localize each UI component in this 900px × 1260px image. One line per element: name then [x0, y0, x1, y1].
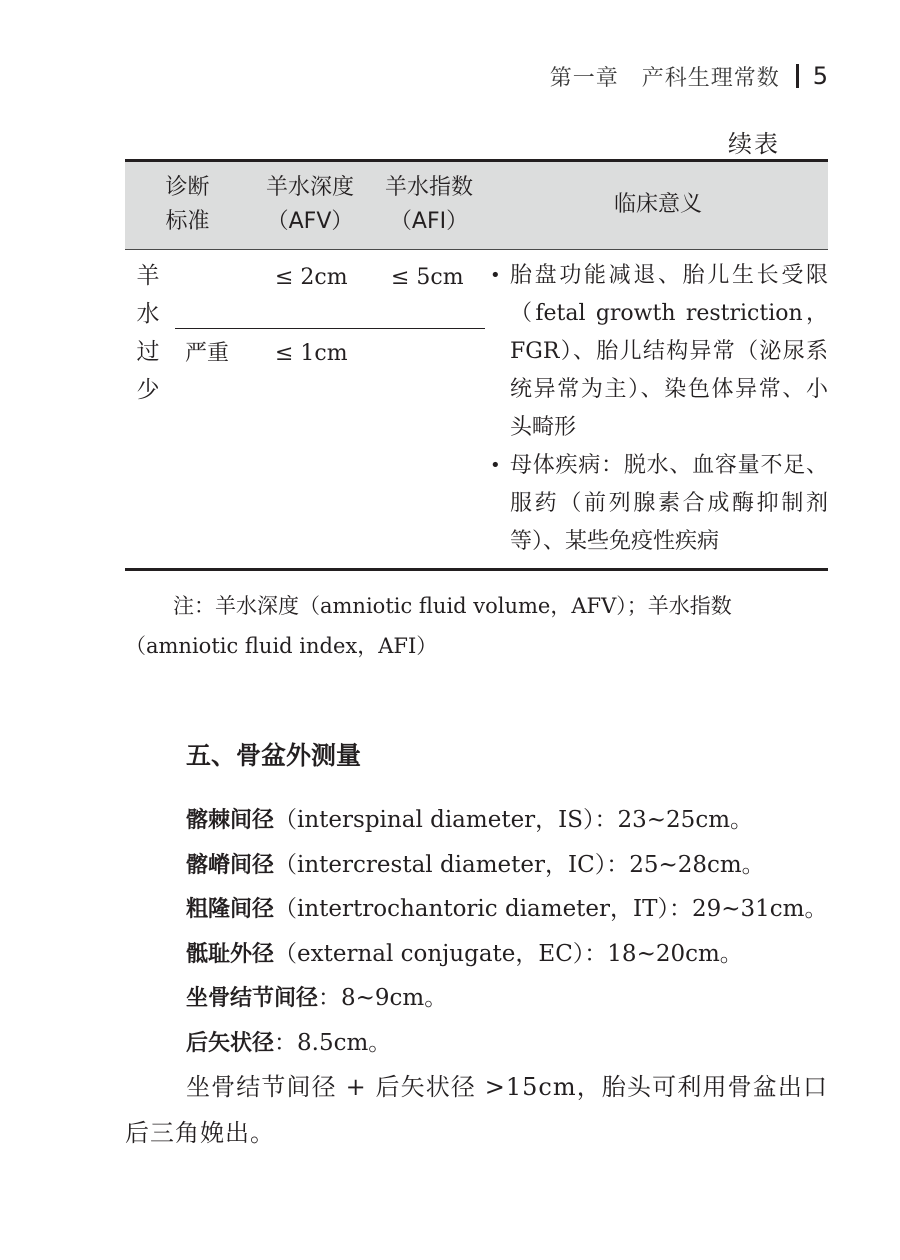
page-number: 5: [812, 62, 828, 90]
measurement-term: 粗隆间径: [186, 897, 275, 922]
row-group-oligohydramnios: 羊 水 过 少: [136, 263, 160, 403]
measurement-term: 骶耻外径: [186, 941, 275, 967]
measurement-value: （intercrestal diameter，IC）：25~28cm。: [274, 851, 765, 878]
measurement-term: 髂嵴间径: [186, 852, 275, 878]
measurement-value: （interspinal diameter，IS）：23~25cm。: [274, 807, 754, 833]
measurement-value: ：8.5cm。: [274, 1029, 392, 1056]
measurement-item: [186, 1021, 866, 1066]
measurement-item: [186, 976, 866, 1021]
measurement-term: 后矢状径: [186, 1030, 275, 1056]
row1-afv: ≤ 2cm: [275, 265, 348, 290]
measurement-item: [186, 843, 866, 888]
header-diagnosis-criteria: 诊断 标准: [165, 175, 210, 234]
row1-afi: ≤ 5cm: [391, 265, 464, 290]
row2-afv: ≤ 1cm: [275, 341, 348, 366]
table-note: 注：羊水深度（amniotic fluid volume，AFV）；羊水指数（amniotic fluid index，AFI）: [125, 594, 732, 658]
running-header: [550, 60, 828, 92]
section-title: 五、骨盆外测量: [186, 741, 362, 770]
table-header-rule: [125, 249, 828, 250]
chapter-title: 第一章 产科生理常数: [549, 65, 780, 91]
table-inner-rule: [175, 328, 485, 329]
measurement-value: ：8~9cm。: [318, 985, 448, 1011]
amniotic-fluid-table: [125, 159, 828, 571]
measurement-item: [186, 798, 866, 843]
table-bottom-rule: [125, 568, 828, 571]
bullet-icon: •: [490, 455, 501, 476]
row2-grade: 严重: [185, 341, 230, 366]
measurement-item: [186, 887, 866, 932]
header-afv: 羊水深度 （AFV）: [265, 175, 354, 234]
conclusion-paragraph: 坐骨结节间径 + 后矢状径 >15cm，胎头可利用骨盆出口后三角娩出。: [125, 1073, 828, 1147]
pelvic-measurements-list: [186, 798, 866, 1065]
measurement-value: （external conjugate，EC）：18~20cm。: [274, 940, 743, 967]
measurement-term: 髂棘间径: [186, 808, 275, 833]
measurement-item: [186, 932, 866, 977]
table-continued-label: 续表: [728, 130, 780, 158]
header-clinical-significance: 临床意义: [613, 192, 702, 217]
header-divider: [796, 64, 799, 88]
measurement-term: 坐骨结节间径: [186, 986, 319, 1011]
measurement-value: （intertrochantoric diameter，IT）：29~31cm。: [274, 896, 828, 922]
clinical-significance-cell: [488, 257, 828, 561]
significance-item: • 母体疾病：脱水、血容量不足、服药（前列腺素合成酶抑制剂等）、某些免疫性疾病: [488, 447, 828, 561]
bullet-icon: •: [490, 265, 501, 286]
header-afi: 羊水指数 （AFI）: [384, 175, 473, 234]
significance-item: • 胎盘功能减退、胎儿生长受限（fetal growth restriction，FGR）、胎儿结构异常（泌尿系统异常为主）、染色体异常、小头畸形: [488, 257, 828, 447]
